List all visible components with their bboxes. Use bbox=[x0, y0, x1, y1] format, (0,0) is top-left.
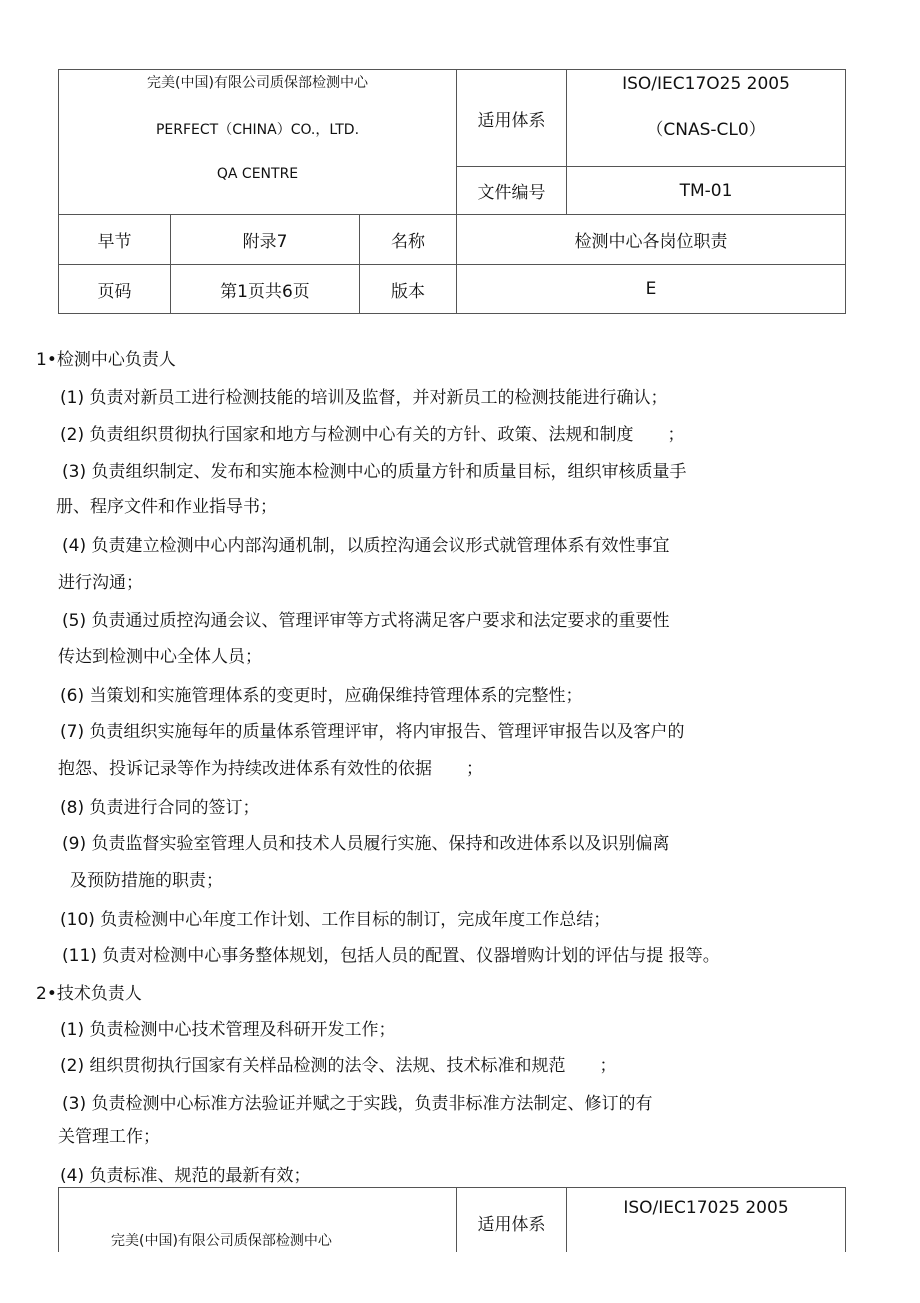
list-item: (9) 负责监督实验室管理人员和技术人员履行实施、保持和改进体系以及识别偏离 bbox=[62, 834, 670, 854]
chapter-value: 附录7 bbox=[171, 215, 360, 265]
list-item: (3) 负责组织制定、发布和实施本检测中心的质量方针和质量目标，组织审核质量手 bbox=[62, 462, 687, 482]
list-item: (4) 负责建立检测中心内部沟通机制，以质控沟通会议形式就管理体系有效性事宜 bbox=[62, 536, 670, 556]
system-label: 适用体系 bbox=[457, 70, 567, 167]
list-item: (1) 负责检测中心技术管理及科研开发工作； bbox=[60, 1020, 396, 1040]
page-value: 第1页共6页 bbox=[171, 265, 360, 314]
list-item: (8) 负责进行合同的签订； bbox=[60, 798, 260, 818]
system-value-cell bbox=[567, 70, 846, 167]
list-item: 传达到检测中心全体人员； bbox=[58, 647, 262, 667]
system-label-2: 适用体系 bbox=[457, 1188, 567, 1252]
company-name-cn: 完美(中国)有限公司质保部检测中心 bbox=[147, 74, 368, 91]
list-item: (3) 负责检测中心标准方法验证并赋之于实践，负责非标准方法制定、修订的有 bbox=[62, 1094, 653, 1114]
list-item: (6) 当策划和实施管理体系的变更时，应确保维持管理体系的完整性； bbox=[60, 686, 583, 706]
company-cell bbox=[59, 70, 457, 215]
version-value: E bbox=[457, 265, 846, 314]
list-item: (7) 负责组织实施每年的质量体系管理评审，将内审报告、管理评审报告以及客户的 bbox=[60, 722, 685, 742]
company-name-en: PERFECT（CHINA）CO.，LTD. bbox=[155, 121, 360, 138]
company-name-cn-2: 完美(中国)有限公司质保部检测中心 bbox=[59, 1188, 457, 1252]
name-label: 名称 bbox=[360, 215, 457, 265]
docno-value: TM-01 bbox=[567, 167, 846, 215]
system-value-2: （CNAS-CL0） bbox=[646, 120, 766, 140]
chapter-label: 早节 bbox=[59, 215, 171, 265]
list-item: (11) 负责对检测中心事务整体规划，包括人员的配置、仪器增购计划的评估与提 报等。 bbox=[62, 946, 720, 966]
list-item: (5) 负责通过质控沟通会议、管理评审等方式将满足客户要求和法定要求的重要性 bbox=[62, 611, 670, 631]
list-item: 及预防措施的职责； bbox=[70, 871, 223, 891]
name-value: 检测中心各岗位职责 bbox=[457, 215, 846, 265]
list-item: 册、程序文件和作业指导书； bbox=[56, 497, 277, 517]
list-item: (4) 负责标准、规范的最新有效； bbox=[60, 1166, 311, 1186]
company-dept: QA CENTRE bbox=[216, 165, 299, 182]
docno-label: 文件编号 bbox=[457, 167, 567, 215]
list-item: 进行沟通； bbox=[58, 573, 143, 593]
list-item: 抱怨、投诉记录等作为持续改进体系有效性的依据 ； bbox=[58, 759, 483, 779]
version-label: 版本 bbox=[360, 265, 457, 314]
section-title-1: 1•检测中心负责人 bbox=[36, 350, 176, 370]
list-item: 关管理工作； bbox=[58, 1127, 160, 1147]
page-label: 页码 bbox=[59, 265, 171, 314]
list-item: (10) 负责检测中心年度工作计划、工作目标的制订，完成年度工作总结； bbox=[60, 910, 611, 930]
list-item: (2) 负责组织贯彻执行国家和地方与检测中心有关的方针、政策、法规和制度 ； bbox=[60, 425, 685, 445]
system-value-1: ISO/IEC17O25 2005 bbox=[622, 74, 790, 94]
document-header-table bbox=[58, 69, 846, 314]
list-item: (2) 组织贯彻执行国家有关样品检测的法令、法规、技术标准和规范 ； bbox=[60, 1056, 617, 1076]
section-title-2: 2•技术负责人 bbox=[36, 984, 142, 1004]
list-item: (1) 负责对新员工进行检测技能的培训及监督，并对新员工的检测技能进行确认； bbox=[60, 388, 668, 408]
system-value-2-1: ISO/IEC17025 2005 bbox=[567, 1188, 846, 1252]
document-header-table-2 bbox=[58, 1187, 846, 1252]
